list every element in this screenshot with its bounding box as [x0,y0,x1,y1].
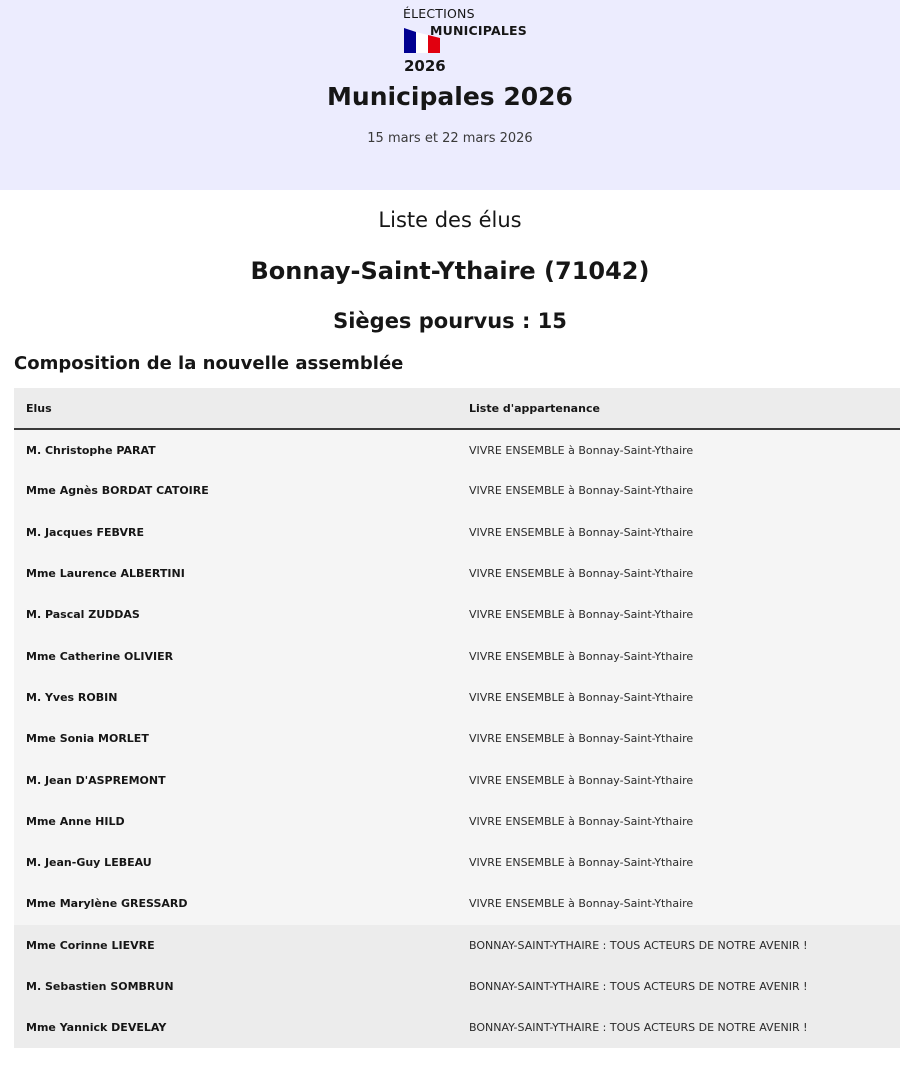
column-header-liste: Liste d'appartenance [457,388,900,429]
elu-list: VIVRE ENSEMBLE à Bonnay-Saint-Ythaire [469,649,694,663]
table-row [14,801,900,842]
table-row [14,759,900,800]
elu-name: M. Jean-Guy LEBEAU [26,856,152,870]
table-row [14,553,900,594]
table-row [14,470,900,511]
elu-name: Mme Marylène GRESSARD [26,897,188,911]
table-row [14,925,900,966]
elu-name: Mme Corinne LIEVRE [26,938,155,952]
page-title: Municipales 2026 [327,82,573,111]
elu-name: Mme Catherine OLIVIER [26,649,174,663]
elu-list: VIVRE ENSEMBLE à Bonnay-Saint-Ythaire [469,690,694,704]
section-title: Composition de la nouvelle assemblée [14,353,404,374]
table-row [14,677,900,718]
elu-list: VIVRE ENSEMBLE à Bonnay-Saint-Ythaire [469,814,694,828]
elu-list: VIVRE ENSEMBLE à Bonnay-Saint-Ythaire [469,773,694,787]
elections-municipales-logo [403,6,527,75]
list-title: Liste des élus [378,208,522,232]
elu-list: VIVRE ENSEMBLE à Bonnay-Saint-Ythaire [469,443,694,457]
table-row [14,512,900,553]
table-row [14,635,900,676]
elu-name: M. Jacques FEBVRE [26,525,144,539]
logo-line-elections: ÉLECTIONS [403,6,475,21]
elu-list: VIVRE ENSEMBLE à Bonnay-Saint-Ythaire [469,567,694,581]
elu-name: Mme Yannick DEVELAY [26,1021,167,1035]
table-row [14,429,900,470]
seats-filled: Sièges pourvus : 15 [333,309,567,333]
elu-name: M. Christophe PARAT [26,443,156,457]
elected-table [14,388,900,1048]
elu-list: VIVRE ENSEMBLE à Bonnay-Saint-Ythaire [469,732,694,746]
elu-list: VIVRE ENSEMBLE à Bonnay-Saint-Ythaire [469,856,694,870]
elu-name: Mme Anne HILD [26,814,125,828]
logo-line-municipales: MUNICIPALES [430,23,527,38]
elu-name: M. Jean D'ASPREMONT [26,773,166,787]
elu-list: BONNAY-SAINT-YTHAIRE : TOUS ACTEURS DE NOTRE AVENIR ! [469,938,808,952]
commune-title: Bonnay-Saint-Ythaire (71042) [250,257,650,285]
table-row [14,594,900,635]
elu-name: M. Pascal ZUDDAS [26,608,140,622]
elu-name: M. Sebastien SOMBRUN [26,980,174,993]
elu-list: VIVRE ENSEMBLE à Bonnay-Saint-Ythaire [469,525,694,539]
hero-banner [0,0,900,190]
table-row [14,1007,900,1048]
elu-list: VIVRE ENSEMBLE à Bonnay-Saint-Ythaire [469,608,694,622]
table-row [14,883,900,924]
elu-name: Mme Sonia MORLET [26,732,149,746]
table-header-row [14,388,900,429]
elu-name: Mme Laurence ALBERTINI [26,567,185,581]
elu-list: BONNAY-SAINT-YTHAIRE : TOUS ACTEURS DE NOTRE AVENIR ! [469,1021,808,1035]
elu-name: Mme Agnès BORDAT CATOIRE [26,484,209,498]
table-row [14,718,900,759]
elu-list: VIVRE ENSEMBLE à Bonnay-Saint-Ythaire [469,897,694,911]
table-row [14,842,900,883]
logo-year: 2026 [404,57,446,75]
elu-list: BONNAY-SAINT-YTHAIRE : TOUS ACTEURS DE NOTRE AVENIR ! [469,980,808,993]
column-header-elus: Elus [14,388,457,429]
elu-name: M. Yves ROBIN [26,690,118,704]
table-row [14,966,900,1007]
election-dates: 15 mars et 22 mars 2026 [367,131,533,146]
elu-list: VIVRE ENSEMBLE à Bonnay-Saint-Ythaire [469,484,694,498]
